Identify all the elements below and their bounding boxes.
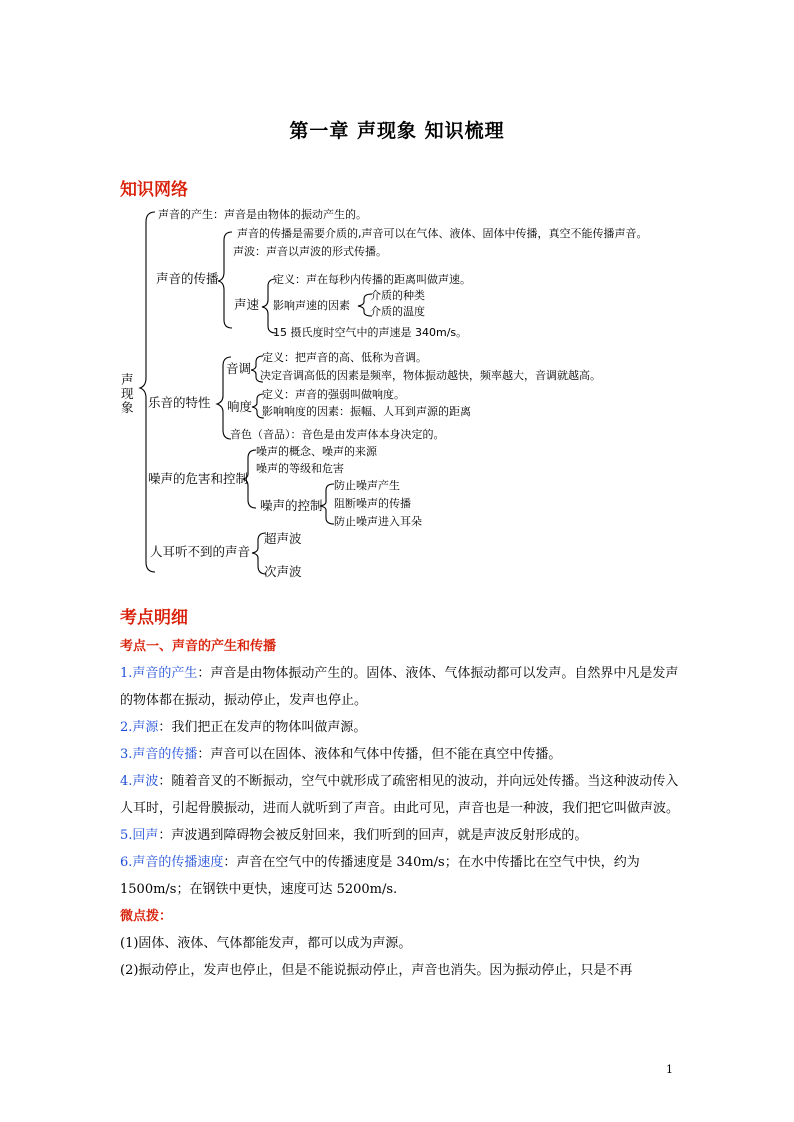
node-noise: 噪声的危害和控制: [148, 471, 249, 486]
item-key: 3.声音的传播: [120, 747, 198, 762]
node-production: 声音的产生：声音是由物体的振动产生的。: [158, 208, 367, 221]
node-ultrasound: 超声波: [264, 531, 302, 546]
node-loudness: 响度: [227, 399, 253, 414]
section-heading-details: 考点明细: [120, 608, 188, 628]
topic1-item-2: [120, 714, 680, 741]
item-key: 5.回声: [120, 828, 159, 843]
node-speed: 声速: [234, 297, 260, 312]
node-air15: 15 摄氏度时空气中的声速是 340m/s。: [273, 326, 468, 339]
node-factor-temp: 介质的温度: [370, 305, 425, 318]
node-wave: 声波：声音以声波的形式传播。: [233, 245, 387, 258]
tip-1: (1)固体、液体、气体都能发声，都可以成为声源。: [120, 936, 412, 951]
node-noise-c3: 防止噪声进入耳朵: [334, 515, 422, 528]
node-speed-definition: 定义：声在每秒内传播的距离叫做声速。: [273, 273, 471, 286]
item-text: ：声波遇到障碍物会被反射回来，我们听到的回声，就是声波反射形成的。: [158, 828, 588, 843]
node-infrasound: 次声波: [264, 564, 302, 579]
item-text: ：我们把正在发声的物体叫做声源。: [158, 720, 367, 735]
tip-2: (2)振动停止，发声也停止，但是不能说振动停止，声音也消失。因为振动停止，只是不再: [120, 963, 633, 978]
node-pitch-factor: 决定音调高低的因素是频率，物体振动越快，频率越大，音调就越高。: [260, 369, 601, 382]
topic1-item-5: [120, 822, 680, 849]
node-pitch-definition: 定义：把声音的高、低称为音调。: [262, 351, 427, 364]
node-noise-concept: 噪声的概念、噪声的来源: [256, 445, 377, 458]
topic1-item-4: [120, 768, 680, 822]
item-text: ：声音可以在固体、液体和气体中传播，但不能在真空中传播。: [197, 747, 562, 762]
node-propagation: 声音的传播: [156, 271, 219, 286]
propagation-brace: [218, 232, 232, 328]
node-speed-factors: 影响声速的因素: [273, 299, 350, 312]
item-key: 4.声波: [120, 774, 159, 789]
node-loudness-definition: 定义：声音的强弱叫做响度。: [262, 388, 405, 401]
node-factor-kind: 介质的种类: [370, 289, 425, 302]
node-timbre: 音色（音品）：音色是由发声体本身决定的。: [230, 428, 445, 441]
item-text: ：随着音叉的不断振动，空气中就形成了疏密相见的波动，并向远处传播。当这种波动传入人耳时，引起骨膜振动，进而人就听到了声音。由此可见，声音也是一种波，我们把它叫做声波。: [120, 774, 680, 816]
topic1-item-6: [120, 849, 680, 903]
item-key: 6.声音的传播速度: [120, 855, 224, 870]
node-noise-levels: 噪声的等级和危害: [256, 462, 344, 475]
node-medium: 声音的传播是需要介质的,声音可以在气体、液体、固体中传播，真空不能传播声音。: [237, 227, 648, 240]
topic1-body: [120, 633, 680, 984]
node-noise-control: 噪声的控制: [260, 498, 323, 513]
topic1-heading: 考点一、声音的产生和传播: [120, 639, 277, 654]
page-number: 1: [666, 1063, 673, 1076]
section-heading-network: 知识网络: [120, 180, 188, 200]
node-loudness-factor: 影响响度的因素：振幅、人耳到声源的距离: [262, 405, 471, 418]
page-title: 第一章 声现象 知识梳理: [289, 120, 505, 142]
topic1-item-3: [120, 741, 680, 768]
item-key: 1.声音的产生: [120, 666, 198, 681]
node-pitch: 音调: [226, 361, 252, 376]
item-key: 2.声源: [120, 720, 159, 735]
tip-heading: 微点拨：: [120, 909, 173, 924]
root-brace: [140, 212, 155, 572]
item-text: ：声音在空气中的传播速度是 340m/s；在水中传播比在空气中快，约为 1500m/s；在钢铁中更快，速度可达 5200m/s.: [120, 855, 640, 897]
mindmap-root: 声现象: [121, 372, 134, 415]
node-musical: 乐音的特性: [148, 395, 211, 410]
topic1-item-1: [120, 660, 680, 714]
node-noise-c1: 防止噪声产生: [334, 479, 400, 492]
node-noise-c2: 阻断噪声的传播: [334, 497, 411, 510]
node-inaudible: 人耳听不到的声音: [150, 544, 251, 559]
item-text: ：声音是由物体振动产生的。固体、液体、气体振动都可以发声。自然界中凡是发声的物体都在振动，振动停止，发声也停止。: [120, 666, 679, 708]
